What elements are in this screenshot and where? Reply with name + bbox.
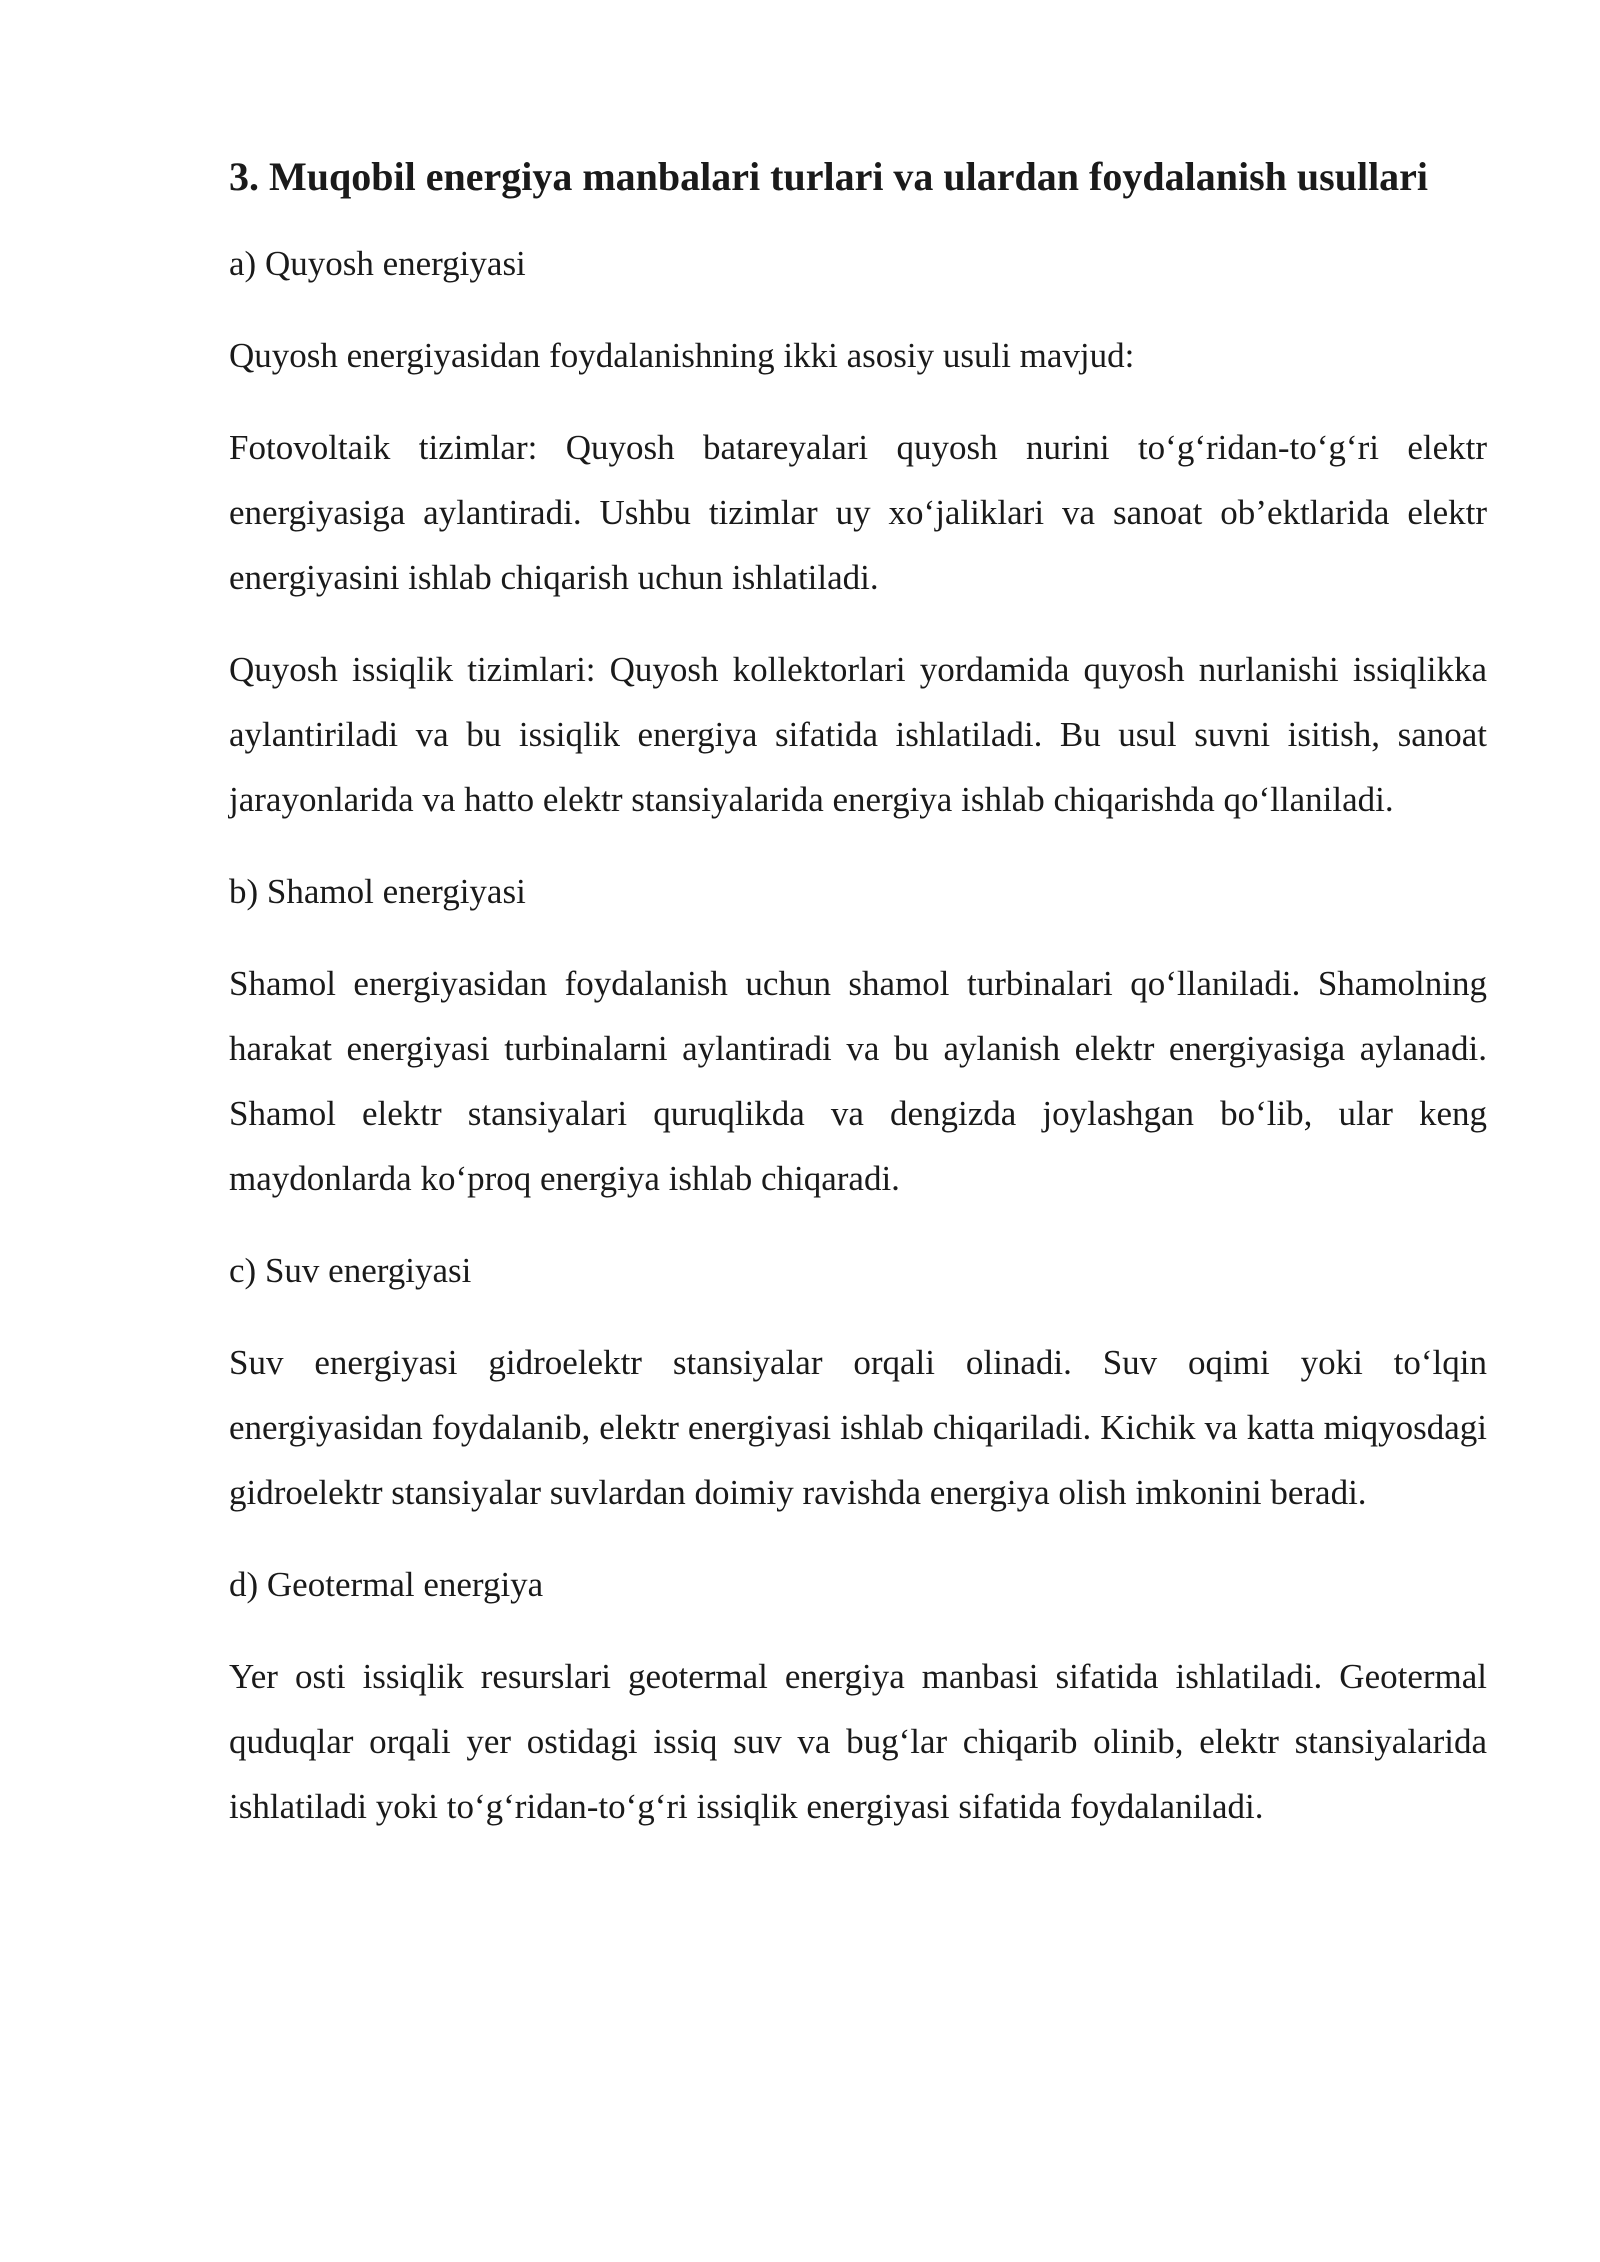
water-paragraph: Suv energiyasi gidroelektr stansiyalar orqali olinadi. Suv oqimi yoki to‘lqin energiyasidan foydalanib, elektr energiyasi ishlab chiqariladi. Kichik va katta miqyosdagi gidroelektr stansiyalar suvlardan doimiy ravishda energiya olish imkonini beradi. bbox=[229, 1343, 1487, 1512]
section-title: 3. Muqobil energiya manbalari turlari va ulardan foydalanish usullari bbox=[229, 154, 1429, 199]
solar-intro-paragraph: Quyosh energiyasidan foydalanishning ikki asosiy usuli mavjud: bbox=[229, 336, 1135, 375]
geothermal-heading: d) Geotermal energiya bbox=[229, 1565, 544, 1604]
geothermal-paragraph: Yer osti issiqlik resurslari geotermal energiya manbasi sifatida ishlatiladi. Geotermal quduqlar orqali yer ostidagi issiq suv va bug‘lar chiqarib olinib, elektr stansiyalarida ishlatiladi yoki to‘g‘ridan-to‘g‘ri issiqlik energiyasi sifatida foydalaniladi. bbox=[229, 1657, 1487, 1826]
wind-heading: b) Shamol energiyasi bbox=[229, 872, 526, 911]
photovoltaic-paragraph: Fotovoltaik tizimlar: Quyosh batareyalari quyosh nurini to‘g‘ridan-to‘g‘ri elektr energiyasiga aylantiradi. Ushbu tizimlar uy xo‘jaliklari va sanoat ob’ektlarida elektr energiyasini ishlab chiqarish uchun ishlatiladi. bbox=[229, 428, 1487, 597]
water-heading: c) Suv energiyasi bbox=[229, 1251, 472, 1290]
solar-thermal-paragraph: Quyosh issiqlik tizimlari: Quyosh kollektorlari yordamida quyosh nurlanishi issiqlikka aylantiriladi va bu issiqlik energiya sifatida ishlatiladi. Bu usul suvni isitish, sanoat jarayonlarida va hatto elektr stansiyalarida energiya ishlab chiqarishda qo‘llaniladi. bbox=[229, 650, 1487, 819]
wind-paragraph: Shamol energiyasidan foydalanish uchun shamol turbinalari qo‘llaniladi. Shamolning harakat energiyasi turbinalarni aylantiradi va bu aylanish elektr energiyasiga aylanadi. Shamol elektr stansiyalari quruqlikda va dengizda joylashgan bo‘lib, ular keng maydonlarda ko‘proq energiya ishlab chiqaradi. bbox=[229, 964, 1487, 1198]
solar-heading: a) Quyosh energiyasi bbox=[229, 244, 526, 283]
document-page bbox=[229, 140, 1487, 1866]
